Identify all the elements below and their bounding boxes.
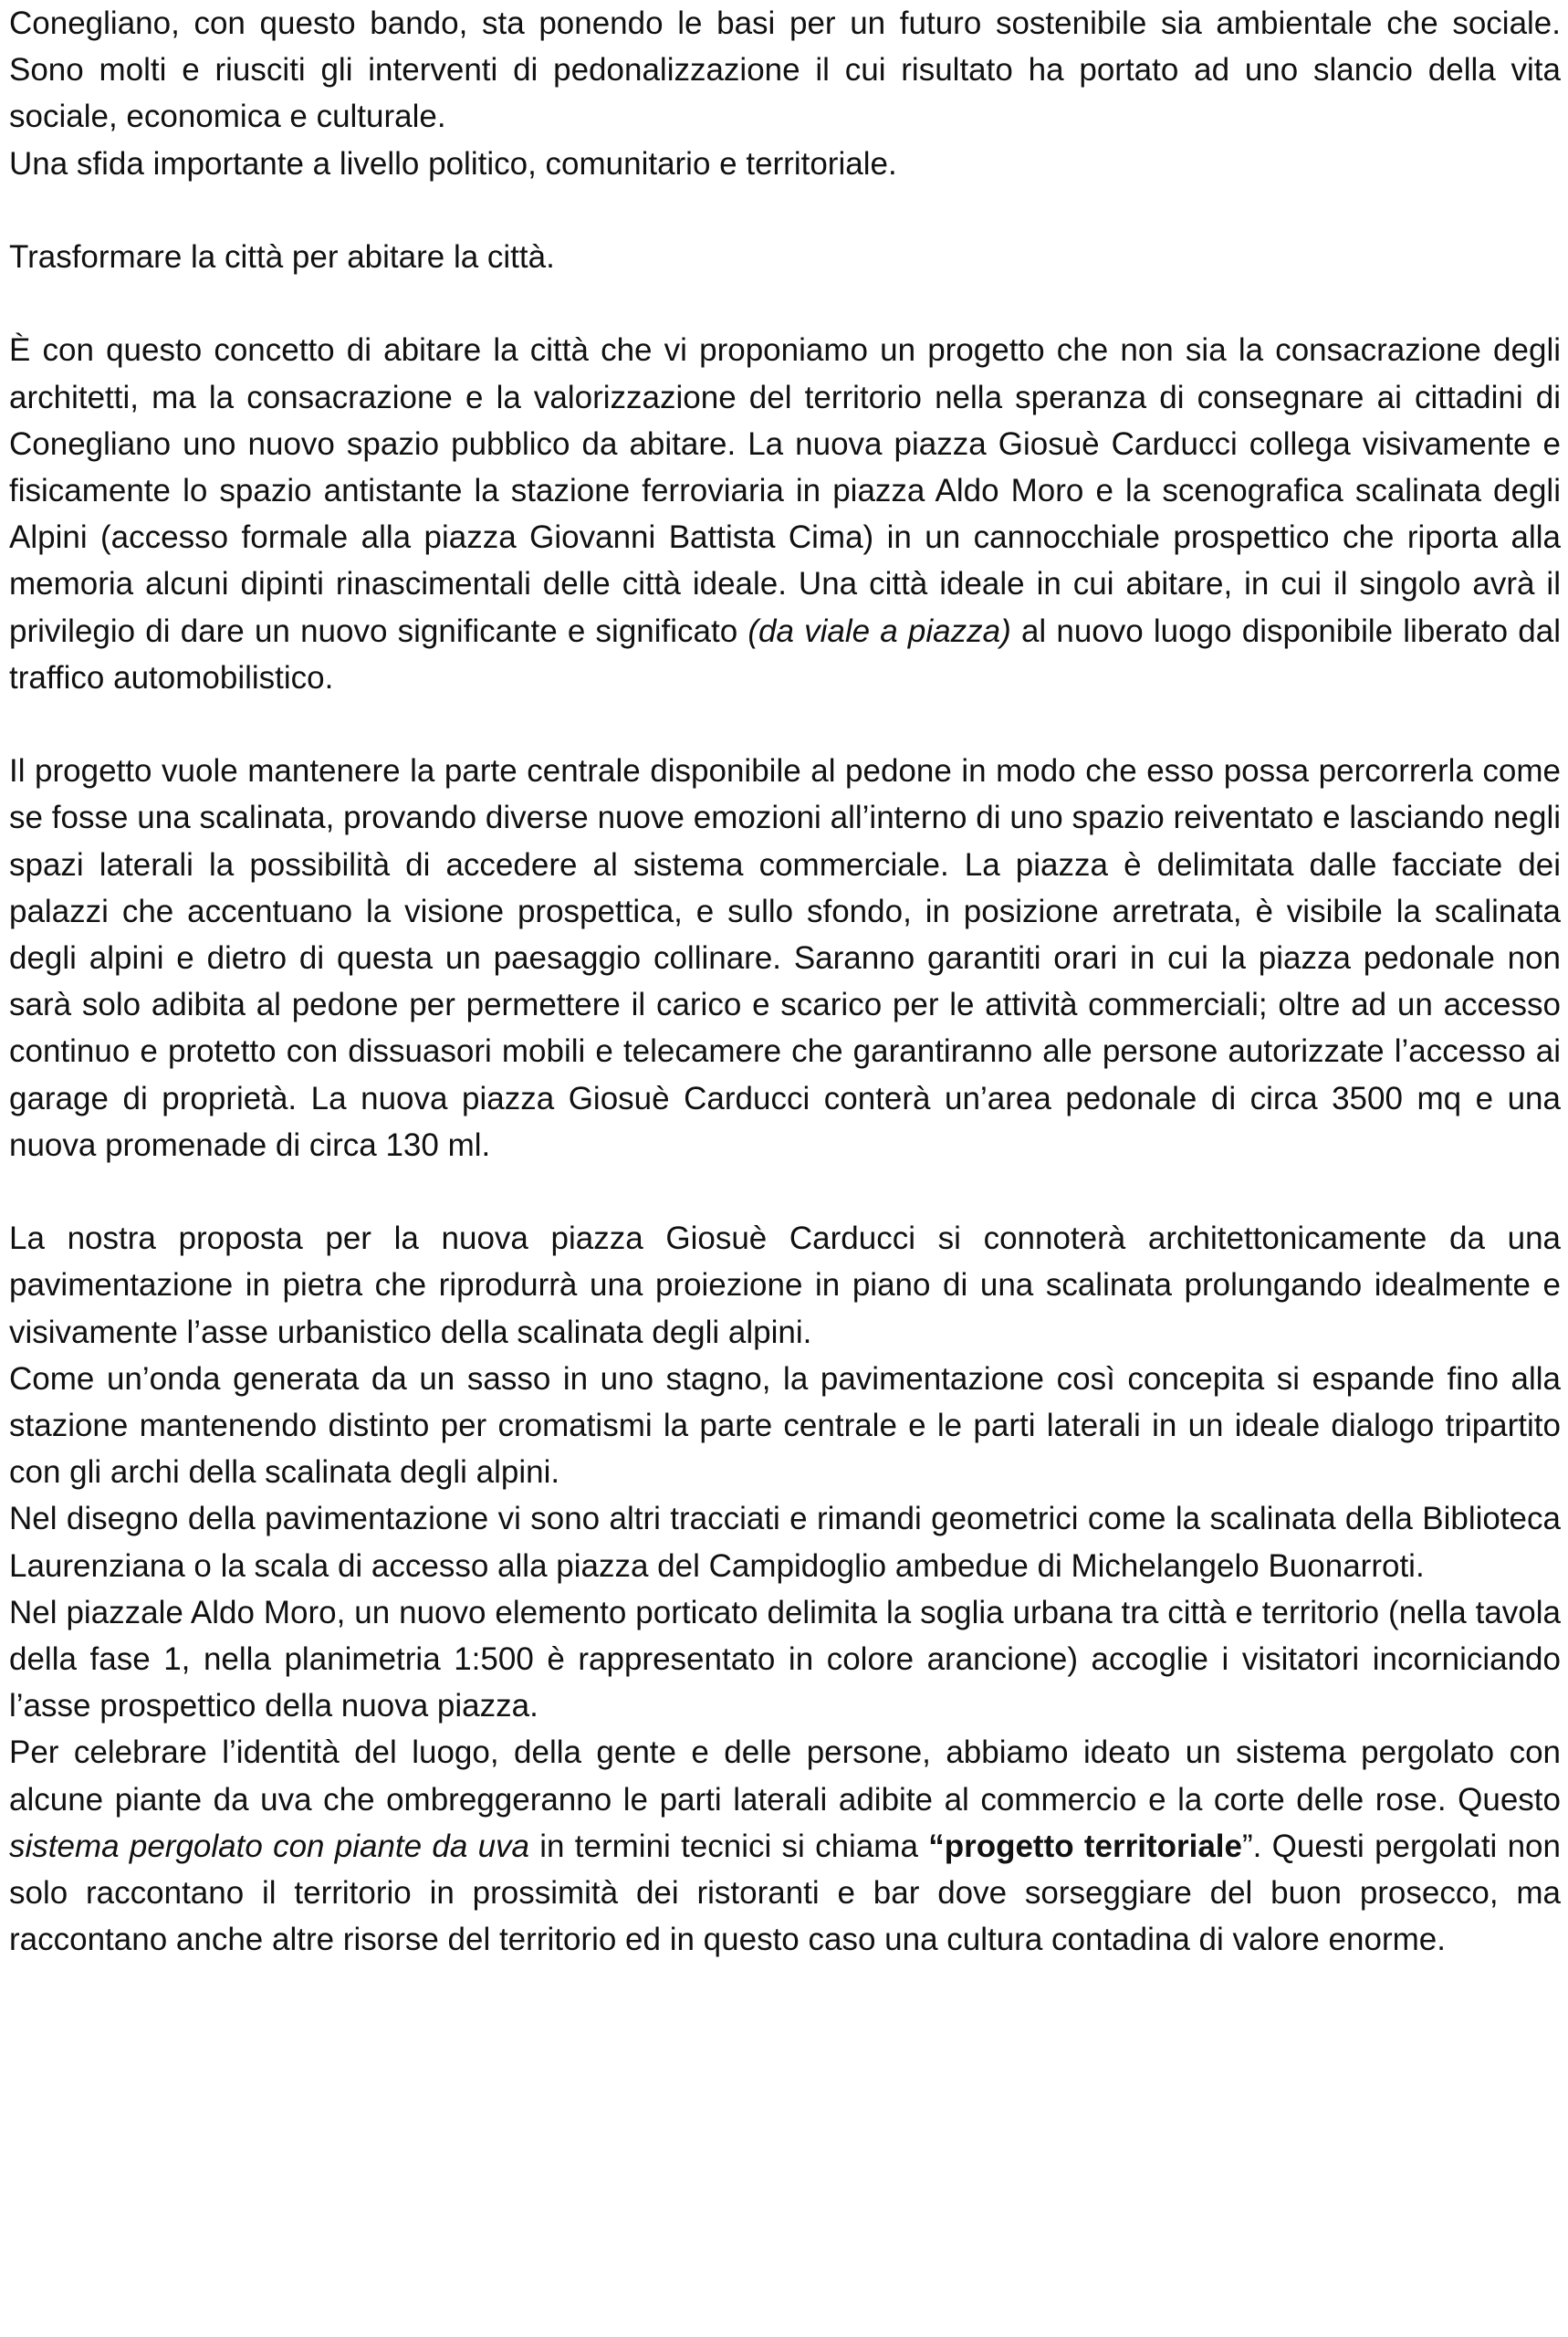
italic-text: (da viale a piazza) [747,613,1011,649]
paragraph-project: Il progetto vuole mantenere la parte centrale disponibile al pedone in modo che esso possa percorrerla come se fosse una scalinata, provando diverse nuove emozioni all’interno di uno spazio reiventato e lasciando negli spazi laterali la possibilità di accedere al sistema commerciale. La piazza è delimitata dalle facciate dei palazzi che accentuano la visione prospettica, e sullo sfondo, in posizione arretrata, è visibile la scalinata degli alpini e dietro di questa un paesaggio collinare. Saranno garantiti orari in cui la piazza pedonale non sarà solo adibita al pedone per permettere il carico e scarico per le attività commerciali; oltre ad un accesso continuo e protetto con dissuasori mobili e telecamere che garantiranno alle persone autorizzate l’accesso ai garage di proprietà. La nuova piazza Giosuè Carducci conterà un’area pedonale di circa 3500 mq e una nuova promenade di circa 130 ml. [9,753,1561,1163]
paragraph-challenge: Una sfida importante a livello politico, comunitario e territoriale. [9,145,897,182]
italic-text: sistema pergolato con piante da uva [9,1828,530,1864]
text-run: in termini tecnici si chiama [529,1828,929,1864]
paragraph-pergola [9,1729,1561,1963]
paragraph-gap [9,187,1561,234]
paragraph-paving: Nel disegno della pavimentazione vi sono altri tracciati e rimandi geometrici come la scalinata della Biblioteca Laurenziana o la scala di accesso alla piazza del Campidoglio ambedue di Michelangelo Buonarroti. [9,1501,1561,1584]
text-run: al nuovo luogo disponibile liberato dal traffico automobilistico. [9,613,1561,696]
paragraph-concept [9,327,1561,701]
paragraph-gap [9,280,1561,327]
document-page [9,0,1561,1963]
paragraph-gap [9,701,1561,748]
paragraph-wave: Come un’onda generata da un sasso in uno stagno, la pavimentazione così concepita si espande fino alla stazione mantenendo distinto per cromatismi la parte centrale e le parti laterali in un ideale dialogo tripartito con gli archi della scalinata degli alpini. [9,1360,1561,1491]
paragraph-proposal: La nostra proposta per la nuova piazza Giosuè Carducci si connoterà architettonicamente da una pavimentazione in pietra che riprodurrà una proiezione in piano di una scalinata prolungando idealmente e visivamente l’asse urbanistico della scalinata degli alpini. [9,1221,1561,1350]
text-run: ”. Questi pergolati non solo raccontano il territorio in prossimità dei ristoranti e bar dove sorseggiare del buon prosecco, ma raccontano anche altre risorse del territorio ed in questo caso una cultura contadina di valore enorme. [9,1828,1561,1958]
bold-text: “progetto territoriale [928,1828,1242,1864]
text-run: Per celebrare l’identità del luogo, della gente e delle persone, abbiamo ideato un sistema pergolato con alcune piante da uva che ombreggeranno le parti laterali adibite al commercio e la corte delle rose. Questo [9,1734,1561,1818]
paragraph-gap [9,1168,1561,1215]
paragraph-motto: Trasformare la città per abitare la città. [9,239,555,275]
paragraph-portico: Nel piazzale Aldo Moro, un nuovo elemento porticato delimita la soglia urbana tra città e territorio (nella tavola della fase 1, nella planimetria 1:500 è rappresentato in colore arancione) accoglie i visitatori incorniciando l’asse prospettico della nuova piazza. [9,1594,1561,1724]
paragraph-intro: Conegliano, con questo bando, sta ponendo le basi per un futuro sostenibile sia ambientale che sociale. Sono molti e riusciti gli interventi di pedonalizzazione il cui risultato ha portato ad uno slancio della vita sociale, economica e culturale. [9,5,1561,135]
text-run: È con questo concetto di abitare la città che vi proponiamo un progetto che non sia la consacrazione degli architetti, ma la consacrazione e la valorizzazione del territorio nella speranza di consegnare ai cittadini di Conegliano uno nuovo spazio pubblico da abitare. La nuova piazza Giosuè Carducci collega visivamente e fisicamente lo spazio antistante la stazione ferroviaria in piazza Aldo Moro e la scenografica scalinata degli Alpini (accesso formale alla piazza Giovanni Battista Cima) in un cannocchiale prospettico che riporta alla memoria alcuni dipinti rinascimentali delle città ideale. Una città ideale in cui abitare, in cui il singolo avrà il privilegio di dare un nuovo significante e significato [9,332,1561,649]
